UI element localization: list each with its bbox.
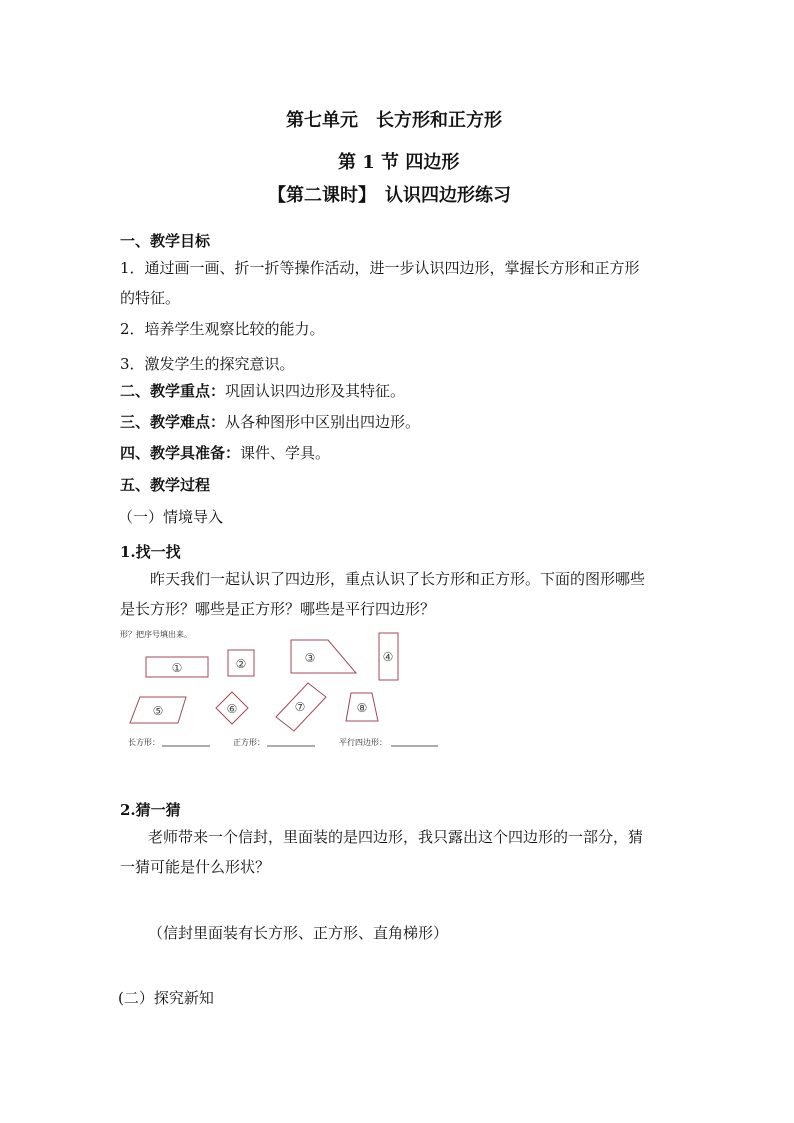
answer-blank-square[interactable] xyxy=(233,737,315,747)
shape-4-rectangle xyxy=(379,633,398,680)
shape-1-label: ① xyxy=(171,661,183,675)
goal-3: 3．激发学生的探究意识。 xyxy=(120,355,295,373)
shape-8-trapezoid xyxy=(346,693,378,721)
materials-text: 课件、学具。 xyxy=(240,444,331,462)
answer-blank-rectangle[interactable] xyxy=(128,737,210,747)
shape-5-label: ⑤ xyxy=(152,704,164,718)
key-point xyxy=(120,380,405,402)
shapes-figure xyxy=(118,627,448,757)
shape-2-square xyxy=(228,650,254,676)
find-heading: 1.找一找 xyxy=(120,543,181,561)
guess-heading: 2.猜一猜 xyxy=(120,801,181,819)
answer-blank-parallelogram[interactable] xyxy=(339,737,438,747)
guess-line-1: 老师带来一个信封，里面装的是四边形，我只露出这个四边形的一部分，猜 xyxy=(148,828,644,846)
shape-5-parallelogram xyxy=(130,697,186,723)
goal-1-line-2: 的特征。 xyxy=(120,289,181,307)
find-line-2: 是长方形？哪些是正方形？哪些是平行四边形？ xyxy=(120,600,436,618)
goal-2: 2．培养学生观察比较的能力。 xyxy=(120,320,325,338)
shape-1-rectangle xyxy=(146,657,208,677)
guess-line-2: 一猜可能是什么形状？ xyxy=(120,858,271,876)
shape-3-label: ③ xyxy=(304,651,316,665)
process-heading: 五、教学过程 xyxy=(120,476,211,494)
blank-rectangle-label: 长方形： xyxy=(128,738,160,747)
shape-6-label: ⑥ xyxy=(226,702,238,716)
part1-heading: （一）情境导入 xyxy=(118,508,224,526)
shape-3-trapezoid xyxy=(291,640,356,673)
difficulty xyxy=(120,411,420,433)
difficulty-label: 三、教学难点： xyxy=(120,413,226,431)
materials xyxy=(120,442,330,464)
figure-instruction: 形？把序号填出来。 xyxy=(120,630,192,639)
key-point-label: 二、教学重点： xyxy=(120,382,226,400)
lesson-title: 【第二课时】 认识四边形练习 xyxy=(268,185,511,206)
shape-8-label: ⑧ xyxy=(356,701,368,715)
shape-2-label: ② xyxy=(235,657,247,671)
shape-7-rectangle-rotated xyxy=(276,683,326,731)
key-point-text: 巩固认识四边形及其特征。 xyxy=(225,382,406,400)
blank-parallelogram-label: 平行四边形： xyxy=(339,738,387,747)
blank-square-label: 正方形： xyxy=(233,738,265,747)
shape-4-label: ④ xyxy=(382,650,394,664)
part2-heading: (二）探究新知 xyxy=(118,989,214,1007)
guess-answer: （信封里面装有长方形、正方形、直角梯形） xyxy=(148,924,449,942)
find-line-1: 昨天我们一起认识了四边形，重点认识了长方形和正方形。下面的图形哪些 xyxy=(150,570,646,588)
difficulty-text: 从各种图形中区别出四边形。 xyxy=(225,413,421,431)
unit-title: 第七单元 长方形和正方形 xyxy=(286,110,502,131)
shape-7-label: ⑦ xyxy=(294,700,306,714)
materials-label: 四、教学具准备： xyxy=(120,444,241,462)
goals-heading: 一、教学目标 xyxy=(120,232,211,250)
shape-6-square-rotated xyxy=(216,692,248,724)
section-title: 第 1 节 四边形 xyxy=(338,152,460,173)
goal-1-line-1: 1．通过画一画、折一折等操作活动，进一步认识四边形，掌握长方形和正方形 xyxy=(120,259,640,277)
